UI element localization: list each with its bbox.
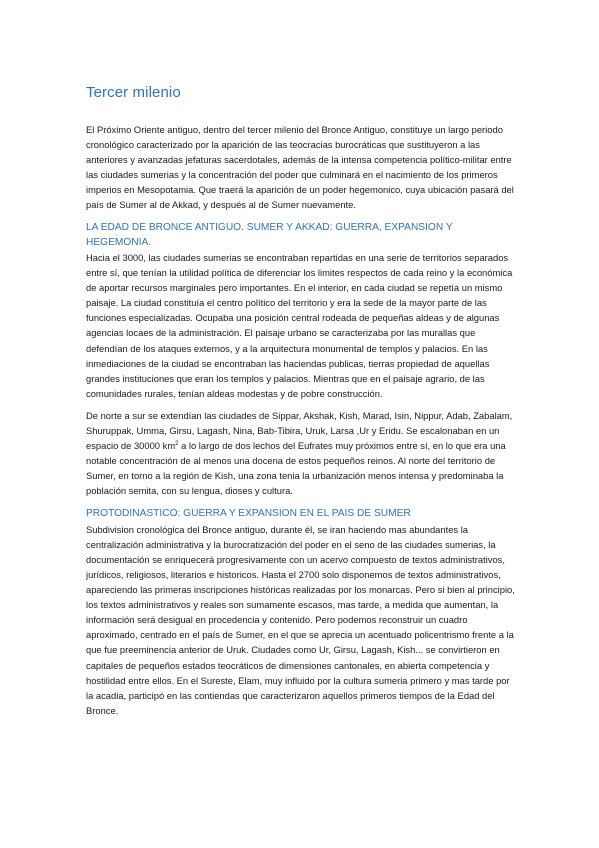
intro-paragraph: El Próximo Oriente antiguo, dentro del tercer milenio del Bronce Antiguo, constituye un largo periodo cronológico caracterizado por la aparición de las teocracias burocráticas que sustituyeron a las anteriores y avanzadas jefaturas sacerdotales, además de la intensa competencia político-militar entre las ciudades sumerias y la concentración del poder que culminará en el nacimiento de los primeros imperios en Mesopotamia. Que traerá la aparición de un poder hegemonico, cuya ubicación pasará del país de Sumer al de Akkad, y después al de Sumer nuevamente. — [86, 124, 514, 211]
document-title: Tercer milenio — [86, 84, 181, 101]
section1-paragraph-2-part1: De norte a sur se extendían las ciudades de Sippar, Akshak, Kish, Marad, Isin, Nippur, Adab, Zabalam, Shuruppak, Umma, Girsu, Lagash, Nina, Bab-Tibira, Uruk, Larsa ,Ur y Eridu. Se escalonaban en un espacio de 30000 km — [86, 409, 513, 452]
paragraph-spacer — [86, 401, 516, 408]
section-heading-protodinastico: PROTODINASTICO: GUERRA Y EXPANSION EN EL PAIS DE SUMER — [86, 508, 411, 520]
section2-paragraph-1: Subdivision cronológica del Bronce antiguo, durante él, se iran haciendo mas abundantes la centralización administrativa y la burocratización del poder en el seno de las ciudades sumerias, la documentación se enriquecerá progresivamente con un acervo compuesto de textos administrativos, jurídicos, religiosos, literarios e historicos. Hasta el 2700 solo disponemos de textos administrativos, apareciendo las primeras inscripciones históricas realizadas por los monarcas. Pero si bien al principio, los textos administrativos y reales son sumamente escasos, mas tarde, a medida que aumentan, la información será desigual en procedencia y contenido. Pero podemos reconstruir un cuadro aproximado, centrado en el país de Sumer, en el que se aprecia un acentuado policentrismo frente a la que fue preeminencia anterior de Uruk. Ciudades como Ur, Girsu, Lagash, Kish... se convirtieron en capitales de pequeños estados teocráticos de dimensiones cantonales, en abierta competencia y hostilidad entre ellos. En el Sureste, Elam, muy influido por la cultura sumeria primero y mas tarde por la acadia, participó en las contiendas que caracterizaron aquellos primeros tiempos de la Edad del Bronce. — [86, 523, 515, 716]
paragraph-spacer — [86, 498, 516, 504]
section-heading-bronce-antiguo: LA EDAD DE BRONCE ANTIGUO. SUMER Y AKKAD: GUERRA, EXPANSION Y HEGEMONIA. — [86, 221, 453, 248]
section1-paragraph-1: Hacia el 3000, las ciudades sumerias se encontraban repartidas en una serie de territorios separados entre sí, que tenían la utilidad política de diferenciar los limites respectos de cada reino y la económica de aportar recursos marginales pero importantes. En el interior, en cada ciudad se repetía un mismo paisaje. La ciudad constituía el centro político del territorio y era la sede de la mayor parte de las funciones especializadas. Ocupaba una posición central rodeada de pequeñas aldeas y de algunas agencias locaes de la administración. El paisaje urbano se caracterizaba por las murallas que defendían de los ataques externos, y a la arquitectura monumental de templos y palacios. En las inmediaciones de la ciudad se encontraban las haciendas publicas, tierras propiedad de aquellas grandes instituciones que eran los templos y palacios. Mientras que en el paisaje agrario, de las comunidades rurales, tenían aldeas modestas y de pobre construcción. — [86, 251, 513, 399]
document-body — [86, 84, 516, 718]
section1-paragraph-2-part2: a lo largo de dos lechos del Eufrates muy próximos entre sí, en lo que era una notable concentración de al menos una docena de estos pequeños reinos. Al norte del territorio de Sumer, en torno a la región de Kish, una zona tenia la urbanización menos intensa y predominaba la población semita, con su lengua, dioses y cultura. — [86, 440, 506, 497]
superscript-2: 2 — [175, 441, 179, 448]
section1-paragraph-2 — [86, 408, 516, 499]
